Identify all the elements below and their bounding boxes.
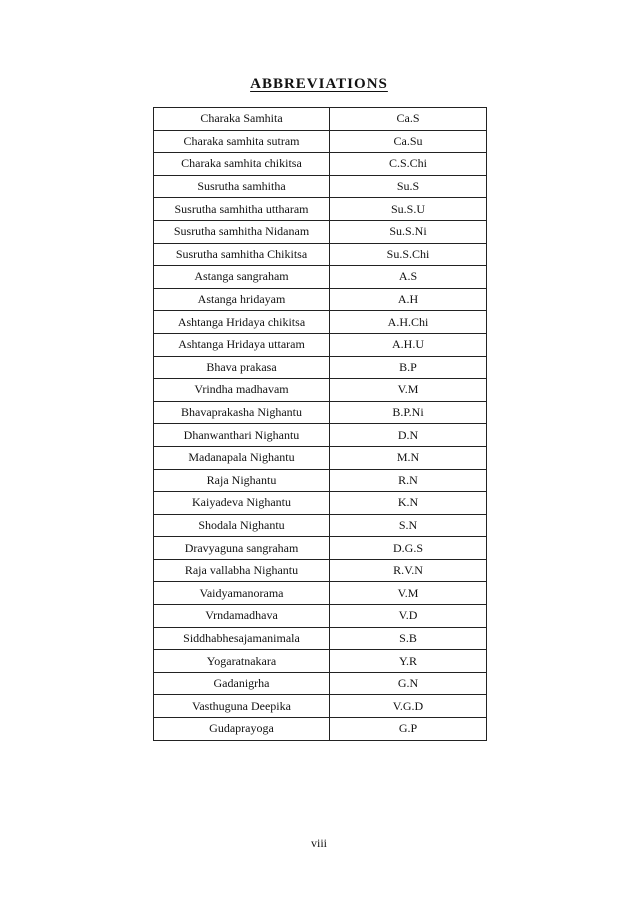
full-name-cell: Vaidyamanorama [154,582,330,605]
page-title: ABBREVIATIONS [250,76,388,92]
table-row [154,175,487,198]
table-row [154,424,487,447]
full-name-cell: Ashtanga Hridaya chikitsa [154,311,330,334]
abbreviation-cell: B.P.Ni [330,401,487,424]
abbreviation-cell: D.G.S [330,537,487,560]
table-row [154,130,487,153]
full-name-cell: Shodala Nighantu [154,514,330,537]
full-name-cell: Astanga sangraham [154,266,330,289]
abbreviation-cell: Su.S.U [330,198,487,221]
abbreviation-cell: Ca.Su [330,130,487,153]
abbreviations-table [153,107,487,741]
full-name-cell: Vrindha madhavam [154,379,330,402]
table-row [154,695,487,718]
full-name-cell: Vrndamadhava [154,605,330,628]
table-row [154,469,487,492]
abbreviation-cell: D.N [330,424,487,447]
full-name-cell: Dravyaguna sangraham [154,537,330,560]
abbreviation-cell: M.N [330,446,487,469]
table-row [154,492,487,515]
page-number: viii [310,836,327,850]
abbreviation-cell: A.H [330,288,487,311]
table-row [154,718,487,741]
full-name-cell: Charaka samhita chikitsa [154,153,330,176]
abbreviation-cell: G.P [330,718,487,741]
table-row [154,220,487,243]
abbreviation-cell: A.H.Chi [330,311,487,334]
table-row [154,650,487,673]
table-row [154,582,487,605]
abbreviation-cell: V.D [330,605,487,628]
abbreviations-table-body [154,108,487,741]
table-row [154,198,487,221]
table-row [154,537,487,560]
abbreviation-cell: A.S [330,266,487,289]
abbreviation-cell: V.G.D [330,695,487,718]
table-row [154,672,487,695]
abbreviation-cell: V.M [330,582,487,605]
full-name-cell: Raja vallabha Nighantu [154,559,330,582]
full-name-cell: Gudaprayoga [154,718,330,741]
full-name-cell: Gadanigrha [154,672,330,695]
full-name-cell: Siddhabhesajamanimala [154,627,330,650]
full-name-cell: Susrutha samhitha Nidanam [154,220,330,243]
full-name-cell: Charaka samhita sutram [154,130,330,153]
full-name-cell: Kaiyadeva Nighantu [154,492,330,515]
table-row [154,266,487,289]
full-name-cell: Astanga hridayam [154,288,330,311]
abbreviation-cell: S.N [330,514,487,537]
full-name-cell: Ashtanga Hridaya uttaram [154,333,330,356]
full-name-cell: Raja Nighantu [154,469,330,492]
full-name-cell: Madanapala Nighantu [154,446,330,469]
abbreviation-cell: G.N [330,672,487,695]
table-row [154,356,487,379]
abbreviation-cell: C.S.Chi [330,153,487,176]
table-row [154,379,487,402]
full-name-cell: Charaka Samhita [154,108,330,131]
table-row [154,446,487,469]
abbreviation-cell: B.P [330,356,487,379]
table-row [154,108,487,131]
table-row [154,605,487,628]
abbreviation-cell: S.B [330,627,487,650]
abbreviation-cell: R.V.N [330,559,487,582]
abbreviation-cell: A.H.U [330,333,487,356]
full-name-cell: Susrutha samhitha Chikitsa [154,243,330,266]
abbreviation-cell: Su.S.Ni [330,220,487,243]
table-row [154,243,487,266]
abbreviation-cell: Su.S.Chi [330,243,487,266]
full-name-cell: Bhava prakasa [154,356,330,379]
abbreviation-cell: Y.R [330,650,487,673]
abbreviation-cell: R.N [330,469,487,492]
table-row [154,514,487,537]
full-name-cell: Susrutha samhitha [154,175,330,198]
table-row [154,333,487,356]
full-name-cell: Susrutha samhitha uttharam [154,198,330,221]
abbreviation-cell: V.M [330,379,487,402]
abbreviation-cell: Ca.S [330,108,487,131]
full-name-cell: Dhanwanthari Nighantu [154,424,330,447]
table-row [154,627,487,650]
table-row [154,311,487,334]
full-name-cell: Vasthuguna Deepika [154,695,330,718]
abbreviation-cell: K.N [330,492,487,515]
full-name-cell: Yogaratnakara [154,650,330,673]
abbreviation-cell: Su.S [330,175,487,198]
table-row [154,153,487,176]
table-row [154,288,487,311]
full-name-cell: Bhavaprakasha Nighantu [154,401,330,424]
table-row [154,401,487,424]
table-row [154,559,487,582]
